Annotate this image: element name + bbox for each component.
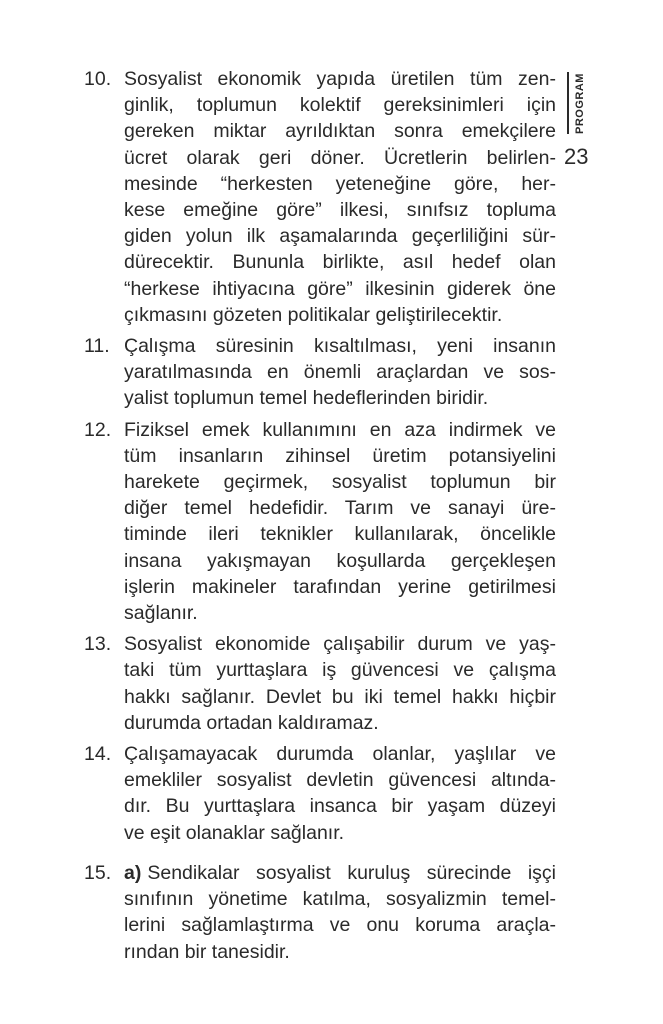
text-line: taki tüm yurttaşlara iş güvencesi ve çalışma	[124, 659, 556, 682]
item-number: 13.	[84, 633, 112, 656]
text-line: Sosyalist ekonomide çalışabilir durum ve yaş-	[124, 633, 556, 656]
list-item-10	[84, 66, 556, 328]
text-line: mesinde “herkesten yeteneğine göre, her-	[124, 172, 556, 195]
text-line: insana yakışmayan koşullarda gerçekleşen	[124, 549, 556, 572]
text-line: “herkese ihtiyacına göre” ilkesinin giderek öne	[124, 277, 556, 300]
text-line: timinde ileri teknikler kullanılarak, öncelikle	[124, 523, 556, 546]
text-line: tüm insanların zihinsel üretim potansiyelini	[124, 444, 556, 467]
text-line: gereken miktar ayrıldıktan sonra emekçilere	[124, 120, 556, 143]
item-text	[124, 333, 556, 412]
text-line: rından bir tanesidir.	[124, 940, 290, 963]
text-line: ginlik, toplumun kolektif gereksinimleri için	[124, 94, 556, 117]
item-text	[124, 741, 556, 846]
section-rule	[567, 72, 569, 134]
item-text	[124, 66, 556, 328]
item-number: 15.	[84, 861, 112, 884]
text-line: giden yolun ilk aşamalarında geçerliliğini sür-	[124, 225, 556, 248]
text-line	[124, 860, 556, 886]
text-line: yaratılmasında en önemli araçlardan ve sos-	[124, 361, 556, 384]
item-text	[124, 417, 556, 627]
section-label: PROGRAM	[574, 73, 586, 134]
text-line: dürecektir. Bununla birlikte, asıl hedef olan	[124, 251, 556, 274]
text-line: lerini sağlamlaştırma ve onu koruma araçla-	[124, 914, 556, 937]
item-number: 10.	[84, 68, 112, 90]
text-line: diğer temel hedefidir. Tarım ve sanayi üre-	[124, 497, 556, 520]
item-number: 12.	[84, 418, 112, 441]
page-number: 23	[564, 144, 589, 169]
text-line: Sosyalist ekonomik yapıda üretilen tüm zen-	[124, 68, 556, 90]
text-line: sağlanır.	[124, 602, 198, 625]
list-item-14	[84, 741, 556, 846]
text-line-content: Sendikalar sosyalist kuruluş sürecinde işçi	[147, 861, 556, 884]
item-text	[124, 860, 556, 965]
text-line: durumda ortadan kaldıramaz.	[124, 711, 379, 734]
text-line: harekete geçirmek, sosyalist toplumun bir	[124, 471, 556, 494]
list-item-12	[84, 417, 556, 627]
text-line: Çalışamayacak durumda olanlar, yaşlılar ve	[124, 743, 556, 766]
text-line: yalist toplumun temel hedeflerinden biridir.	[124, 387, 489, 410]
item-text	[124, 631, 556, 736]
text-line: hakkı sağlanır. Devlet bu iki temel hakkı hiçbir	[124, 685, 556, 708]
list-item-15	[84, 860, 556, 965]
text-line: Çalışma süresinin kısaltılması, yeni insanın	[124, 335, 556, 358]
text-line: emekliler sosyalist devletin güvencesi altında-	[124, 769, 556, 792]
text-line: çıkmasını gözeten politikalar geliştirilecektir.	[124, 303, 503, 326]
item-number: 14.	[84, 743, 112, 766]
list-item-13	[84, 631, 556, 736]
text-line: işlerin makineler tarafından yerine getirilmesi	[124, 575, 556, 598]
page-body	[84, 66, 556, 970]
text-line: kese emeğine göre” ilkesi, sınıfsız topluma	[124, 199, 556, 222]
item-number: 11.	[84, 335, 110, 358]
text-line: ücret olarak geri döner. Ücretlerin belirlen-	[124, 146, 556, 169]
sub-item-label: a)	[124, 861, 142, 884]
list-item-11	[84, 333, 556, 412]
text-line: dır. Bu yurttaşlara insanca bir yaşam düzeyi	[124, 795, 556, 818]
text-line: ve eşit olanaklar sağlanır.	[124, 821, 345, 844]
text-line: sınıfının yönetime katılma, sosyalizmin temel-	[124, 888, 556, 911]
text-line: Fiziksel emek kullanımını en aza indirmek ve	[124, 418, 556, 441]
